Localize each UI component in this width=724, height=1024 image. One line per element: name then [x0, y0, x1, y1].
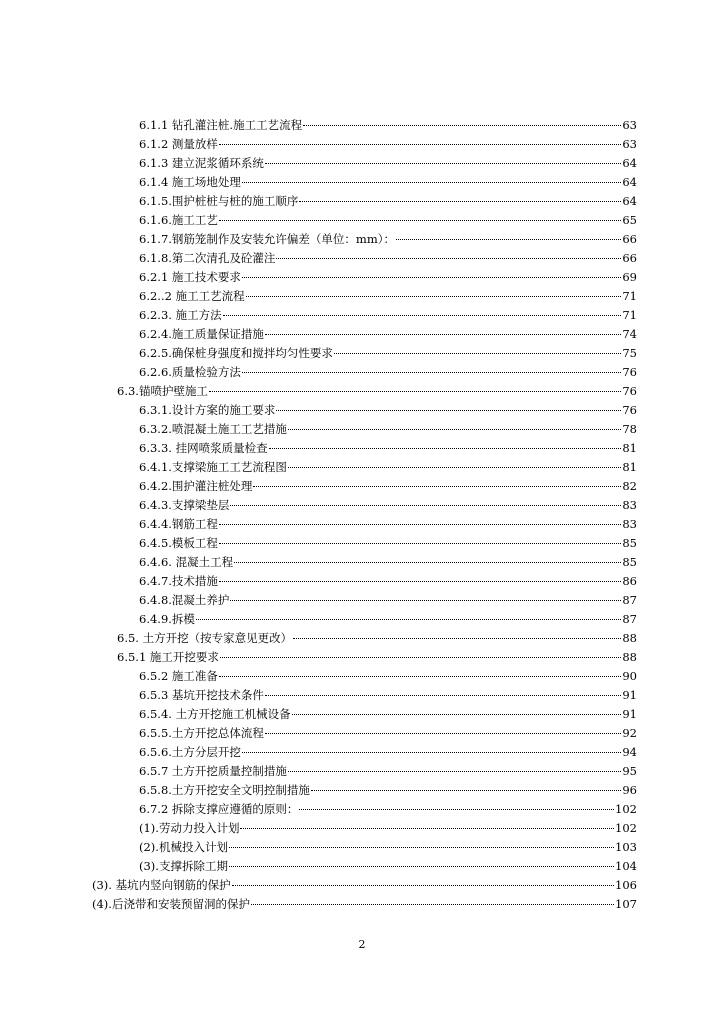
toc-entry	[139, 325, 637, 343]
toc-leader-dots	[219, 543, 621, 544]
toc-entry	[139, 572, 637, 590]
toc-entry	[139, 135, 637, 153]
toc-entry-title: 6.7.2 拆除支撑应遵循的原则：	[139, 802, 299, 816]
toc-entry	[139, 553, 637, 571]
toc-entry-title: 6.2.1 施工技术要求	[139, 270, 241, 284]
toc-entry	[139, 173, 637, 191]
toc-entry	[139, 268, 637, 286]
toc-entry-title: 6.5.2 施工准备	[139, 669, 218, 683]
toc-entry	[139, 249, 637, 267]
toc-entry-page: 66	[622, 232, 637, 246]
toc-entry-title: (2).机械投入计划	[139, 840, 228, 854]
toc-leader-dots	[276, 258, 621, 259]
toc-entry	[139, 230, 637, 248]
toc-entry	[139, 534, 637, 552]
toc-leader-dots	[242, 277, 621, 278]
toc-entry-page: 75	[622, 346, 637, 360]
toc-entry-page: 82	[622, 479, 637, 493]
toc-entry	[117, 382, 637, 400]
toc-entry-title: 6.4.8.混凝土养护	[139, 593, 230, 607]
toc-entry-title: 6.4.7.技术措施	[139, 574, 218, 588]
toc-entry-title: 6.4.3.支撑梁垫层	[139, 498, 230, 512]
toc-entry-title: 6.5.7 土方开挖质量控制措施	[139, 764, 287, 778]
toc-entry	[92, 876, 637, 894]
toc-leader-dots	[220, 657, 621, 658]
toc-leader-dots	[396, 239, 621, 240]
toc-leader-dots	[230, 505, 621, 506]
toc-leader-dots	[334, 353, 621, 354]
toc-entry-title: (3).支撑拆除工期	[139, 859, 228, 873]
toc-entry-title: 6.4.6. 混凝土工程	[139, 555, 234, 569]
toc-entry-page: 83	[622, 498, 637, 512]
toc-leader-dots	[219, 144, 621, 145]
toc-entry-page: 81	[622, 460, 637, 474]
toc-leader-dots	[196, 619, 621, 620]
toc-entry-title: 6.4.1.支撑梁施工工艺流程图	[139, 460, 287, 474]
toc-entry-title: 6.4.2.围护灌注桩处理	[139, 479, 253, 493]
toc-leader-dots	[229, 866, 614, 867]
toc-entry	[139, 363, 637, 381]
toc-leader-dots	[265, 334, 621, 335]
toc-entry	[139, 762, 637, 780]
toc-entry-page: 92	[622, 726, 637, 740]
toc-leader-dots	[234, 562, 621, 563]
toc-entry-page: 85	[622, 555, 637, 569]
toc-entry	[139, 667, 637, 685]
toc-entry	[139, 496, 637, 514]
toc-entry	[139, 838, 637, 856]
toc-leader-dots	[276, 410, 621, 411]
toc-entry	[139, 610, 637, 628]
page-number: 2	[358, 938, 366, 951]
toc-entry	[139, 686, 637, 704]
toc-entry	[139, 420, 637, 438]
toc-entry-page: 103	[615, 840, 637, 854]
toc-leader-dots	[246, 296, 622, 297]
toc-entry	[139, 211, 637, 229]
toc-entry	[139, 800, 637, 818]
toc-entry-page: 107	[615, 897, 637, 911]
toc-leader-dots	[219, 220, 621, 221]
toc-leader-dots	[265, 163, 621, 164]
toc-entry-page: 102	[615, 802, 637, 816]
toc-leader-dots	[299, 201, 621, 202]
toc-entry-title: 6.5.8.土方开挖安全文明控制措施	[139, 783, 310, 797]
toc-entry-page: 63	[622, 137, 637, 151]
toc-entry-page: 88	[622, 650, 637, 664]
toc-leader-dots	[311, 790, 621, 791]
toc-entry	[139, 591, 637, 609]
toc-entry	[139, 819, 637, 837]
toc-entry	[139, 477, 637, 495]
toc-entry-page: 94	[622, 745, 637, 759]
toc-entry-page: 102	[615, 821, 637, 835]
toc-entry-title: 6.1.5.围护桩桩与桩的施工顺序	[139, 194, 299, 208]
toc-entry-title: 6.4.4.钢筋工程	[139, 517, 218, 531]
toc-entry	[139, 705, 637, 723]
toc-entry-title: 6.2.6.质量检验方法	[139, 365, 241, 379]
toc-entry-page: 96	[622, 783, 637, 797]
toc-entry-title: 6.3.2.喷混凝土施工工艺措施	[139, 422, 287, 436]
toc-entry-title: 6.4.5.模板工程	[139, 536, 218, 550]
toc-leader-dots	[223, 315, 622, 316]
toc-entry-title: 6.2.4.施工质量保证措施	[139, 327, 264, 341]
toc-leader-dots	[269, 448, 622, 449]
toc-entry-title: 6.1.3 建立泥浆循环系统	[139, 156, 264, 170]
toc-entry-page: 87	[622, 593, 637, 607]
toc-entry-page: 91	[622, 688, 637, 702]
toc-entry	[139, 743, 637, 761]
toc-entry-page: 74	[622, 327, 637, 341]
toc-entry-title: 6.3.3. 挂网喷浆质量检查	[139, 441, 268, 455]
toc-entry-title: 6.5.4. 土方开挖施工机械设备	[139, 707, 291, 721]
toc-entry-title: 6.1.8.第二次清孔及砼灌注	[139, 251, 276, 265]
toc-leader-dots	[292, 714, 622, 715]
toc-entry-title: 6.5.3 基坑开挖技术条件	[139, 688, 264, 702]
toc-entry	[139, 401, 637, 419]
toc-entry	[117, 629, 637, 647]
toc-leader-dots	[219, 676, 621, 677]
toc-leader-dots	[219, 524, 621, 525]
toc-entry	[139, 344, 637, 362]
toc-leader-dots	[288, 771, 621, 772]
toc-entry-title: 6.1.4 施工场地处理	[139, 175, 241, 189]
toc-entry-page: 71	[622, 308, 637, 322]
toc-entry-page: 78	[622, 422, 637, 436]
toc-entry	[139, 306, 637, 324]
toc-entry-title: 6.1.7.钢筋笼制作及安装允许偏差（单位：mm）：	[139, 232, 395, 246]
toc-entry-title: 6.5.1 施工开挖要求	[117, 650, 219, 664]
toc-entry-page: 64	[622, 156, 637, 170]
toc-entry-page: 87	[622, 612, 637, 626]
toc-entry-page: 76	[622, 365, 637, 379]
toc-leader-dots	[242, 182, 621, 183]
toc-leader-dots	[240, 828, 614, 829]
toc-entry-page: 63	[622, 118, 637, 132]
toc-leader-dots	[288, 429, 621, 430]
toc-entry	[139, 116, 637, 134]
toc-entry	[139, 458, 637, 476]
toc-leader-dots	[242, 372, 621, 373]
toc-entry	[139, 192, 637, 210]
toc-entry-title: 6.3.1.设计方案的施工要求	[139, 403, 276, 417]
toc-entry-page: 88	[622, 631, 637, 645]
toc-leader-dots	[299, 809, 614, 810]
toc-leader-dots	[251, 904, 614, 905]
toc-entry-page: 86	[622, 574, 637, 588]
toc-entry-page: 85	[622, 536, 637, 550]
toc-leader-dots	[230, 600, 621, 601]
toc-entry-page: 64	[622, 175, 637, 189]
toc-entry-page: 104	[615, 859, 637, 873]
toc-leader-dots	[209, 391, 621, 392]
toc-entry-title: 6.5.5.土方开挖总体流程	[139, 726, 264, 740]
toc-entry	[139, 515, 637, 533]
toc-leader-dots	[232, 885, 614, 886]
toc-entry-page: 76	[622, 384, 637, 398]
toc-entry-page: 91	[622, 707, 637, 721]
toc-entry-title: 6.2..2 施工工艺流程	[139, 289, 245, 303]
toc-entry-page: 65	[622, 213, 637, 227]
toc-entry	[139, 781, 637, 799]
toc-entry	[139, 724, 637, 742]
toc-entry-title: 6.1.2 测量放样	[139, 137, 218, 151]
toc-leader-dots	[229, 847, 614, 848]
toc-leader-dots	[242, 752, 621, 753]
toc-entry-title: 6.4.9.拆模	[139, 612, 195, 626]
toc-entry	[139, 857, 637, 875]
toc-entry-page: 64	[622, 194, 637, 208]
toc-entry-page: 83	[622, 517, 637, 531]
toc-entry-title: 6.3.锚喷护壁施工	[117, 384, 208, 398]
toc-leader-dots	[253, 486, 621, 487]
toc-entry-title: 6.5. 土方开挖（按专家意见更改）	[117, 631, 293, 645]
toc-entry	[92, 895, 637, 913]
toc-entry-page: 69	[622, 270, 637, 284]
toc-entry	[139, 154, 637, 172]
toc-leader-dots	[288, 467, 621, 468]
toc-entry	[117, 648, 637, 666]
toc-entry-page: 106	[615, 878, 637, 892]
toc-entry-title: (4).后浇带和安装预留洞的保护	[92, 897, 250, 911]
toc-leader-dots	[265, 695, 621, 696]
toc-entry	[139, 287, 637, 305]
toc-entry-page: 95	[622, 764, 637, 778]
toc-entry-title: 6.1.1 钻孔灌注桩.施工工艺流程	[139, 118, 303, 132]
toc-entry-page: 76	[622, 403, 637, 417]
toc-leader-dots	[303, 125, 621, 126]
toc-entry-title: (3). 基坑内竖向钢筋的保护	[92, 878, 231, 892]
toc-entry-page: 66	[622, 251, 637, 265]
toc-entry-title: 6.2.3. 施工方法	[139, 308, 222, 322]
toc-entry-page: 81	[622, 441, 637, 455]
toc-entry-title: 6.5.6.土方分层开挖	[139, 745, 241, 759]
toc-entry-page: 90	[622, 669, 637, 683]
toc-entry-title: 6.1.6.施工工艺	[139, 213, 218, 227]
toc-entry-title: 6.2.5.确保桩身强度和搅拌均匀性要求	[139, 346, 333, 360]
toc-leader-dots	[219, 581, 621, 582]
toc-leader-dots	[293, 638, 621, 639]
toc-entry	[139, 439, 637, 457]
toc-entry-page: 71	[622, 289, 637, 303]
toc-entry-title: (1).劳动力投入计划	[139, 821, 240, 835]
toc-leader-dots	[265, 733, 621, 734]
